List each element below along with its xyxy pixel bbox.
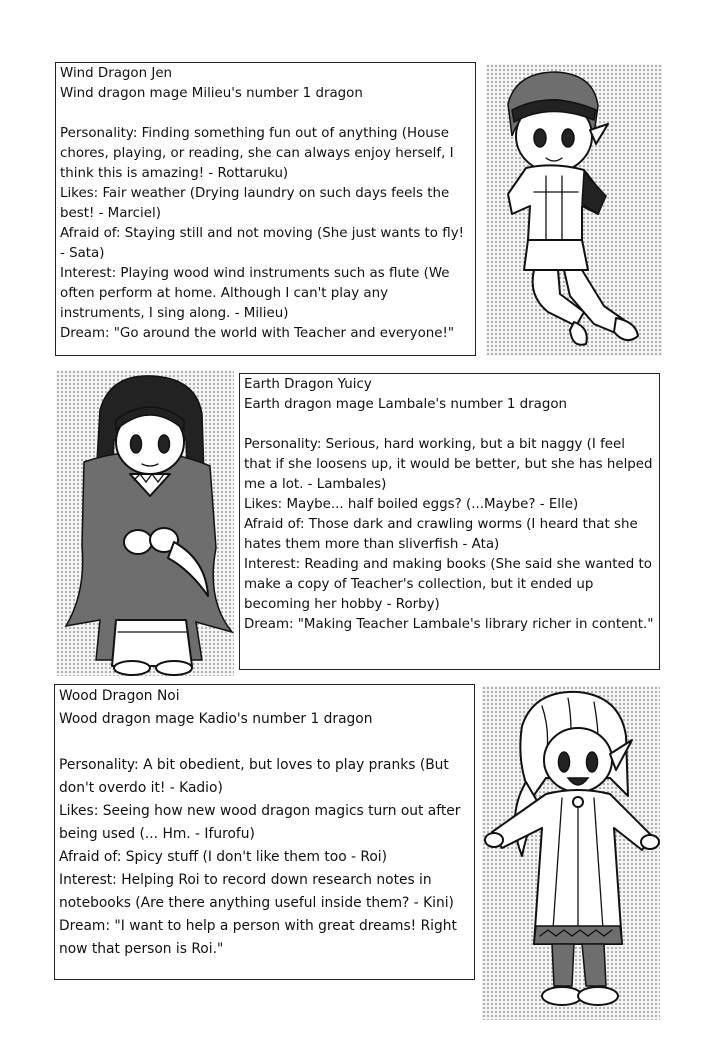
profile-personality: Personality: Serious, hard working, but a bit naggy (I feel that if she loosens up, it would be better, but she has helped me a lot. - Lambales) (244, 437, 653, 492)
profile-name: Wind Dragon Jen (60, 66, 173, 81)
profile-likes: Likes: Fair weather (Drying laundry on such days feels the best! - Marciel) (60, 186, 450, 221)
profile-subtitle: Wood dragon mage Kadio's number 1 dragon (59, 711, 373, 727)
profile-subtitle: Earth dragon mage Lambale's number 1 dragon (244, 397, 568, 412)
profile-likes: Likes: Maybe... half boiled eggs? (...Maybe? - Elle) (244, 497, 579, 512)
profile-interest: Interest: Playing wood wind instruments such as flute (We often perform at home. Although I can't play any instruments, I sing along. - Milieu) (60, 266, 450, 321)
profile-afraid: Afraid of: Staying still and not moving (She just wants to fly! - Sata) (60, 226, 464, 261)
profile-name: Wood Dragon Noi (59, 688, 180, 704)
profile-panel-wind-dragon-jen (55, 62, 476, 356)
profile-personality: Personality: A bit obedient, but loves to play pranks (But don't overdo it! - Kadio) (59, 757, 449, 796)
character-drawing-yuicy (56, 370, 234, 676)
profile-personality: Personality: Finding something fun out of anything (House chores, playing, or reading, she can always enjoy herself, I think this is amazing! - Rottaruku) (60, 126, 454, 181)
profile-panel-wood-dragon-noi (54, 684, 475, 980)
profile-likes: Likes: Seeing how new wood dragon magics turn out after being used (... Hm. - Ifurofu) (59, 803, 461, 842)
character-drawing-noi (482, 686, 660, 1020)
profile-afraid: Afraid of: Spicy stuff (I don't like them too - Roi) (59, 849, 388, 865)
profile-dream: Dream: "Making Teacher Lambale's library richer in content." (244, 617, 654, 632)
profile-interest: Interest: Reading and making books (She said she wanted to make a copy of Teacher's collection, but it ended up becoming her hobby - Rorby) (244, 557, 652, 612)
illustration-earth-dragon-yuicy (56, 370, 234, 676)
illustration-wind-dragon-jen (486, 64, 662, 356)
profile-panel-earth-dragon-yuicy (239, 373, 660, 670)
profile-afraid: Afraid of: Those dark and crawling worms (I heard that she hates them more than sliverfish - Ata) (244, 517, 638, 552)
profile-interest: Interest: Helping Roi to record down research notes in notebooks (Are there anything useful inside them? - Kini) (59, 872, 454, 911)
illustration-wood-dragon-noi (482, 686, 660, 1020)
profile-name: Earth Dragon Yuicy (244, 377, 372, 392)
profile-dream: Dream: "I want to help a person with great dreams! Right now that person is Roi." (59, 918, 457, 957)
profile-dream: Dream: "Go around the world with Teacher and everyone!" (60, 326, 455, 341)
character-drawing-jen (486, 64, 662, 356)
profile-subtitle: Wind dragon mage Milieu's number 1 dragon (60, 86, 363, 101)
